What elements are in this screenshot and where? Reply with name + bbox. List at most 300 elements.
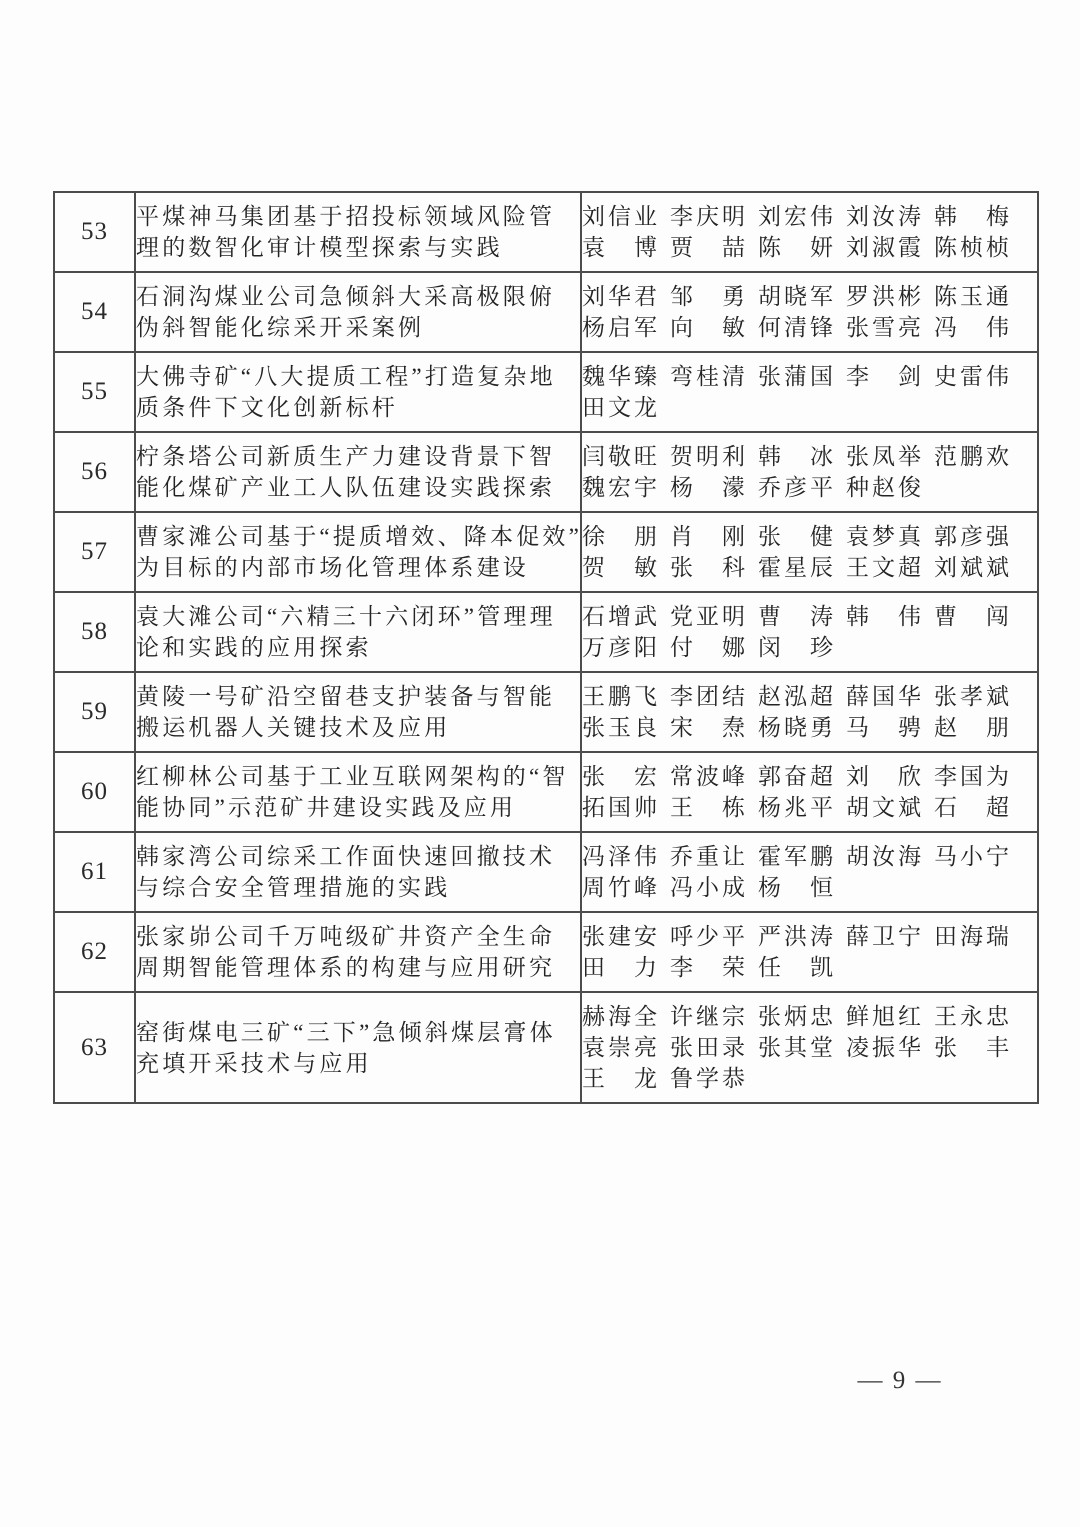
author-name xyxy=(670,761,745,792)
author-name xyxy=(582,472,657,503)
author-name-char: 张 xyxy=(758,524,781,549)
author-name-char: 李 xyxy=(670,204,693,229)
author-name-char: 徐 xyxy=(582,524,605,549)
author-name xyxy=(670,872,745,903)
row-number: 57 xyxy=(54,512,135,592)
author-name-char: 军 xyxy=(634,315,657,340)
author-name xyxy=(758,841,833,872)
author-name xyxy=(934,841,1009,872)
author-name-char: 任 xyxy=(758,955,781,980)
author-name-char: 张 xyxy=(582,764,605,789)
author-name-char: 薛 xyxy=(846,924,869,949)
author-name-char: 华 xyxy=(608,284,631,309)
author-name xyxy=(934,1032,1009,1063)
author-name xyxy=(846,1001,921,1032)
author-name-char: 宏 xyxy=(634,764,657,789)
author-name-char: 超 xyxy=(898,555,921,580)
author-name-char: 霍 xyxy=(758,844,781,869)
author-name-char: 欣 xyxy=(898,764,921,789)
author-name-char: 恒 xyxy=(810,875,833,900)
author-name-char: 旭 xyxy=(872,1004,895,1029)
author-name-char: 张 xyxy=(758,364,781,389)
row-number: 54 xyxy=(54,272,135,352)
author-name-char: 旺 xyxy=(634,444,657,469)
author-name-char: 石 xyxy=(934,795,957,820)
title-line: 质条件下文化创新标杆 xyxy=(136,395,398,420)
author-name xyxy=(670,841,745,872)
author-name-char: 桢 xyxy=(986,235,1009,260)
author-name-char: 华 xyxy=(898,684,921,709)
title-line: 论和实践的应用探索 xyxy=(136,635,372,660)
author-name-char: 学 xyxy=(696,1066,719,1091)
author-name-char: 刘 xyxy=(582,204,605,229)
author-name-char: 卫 xyxy=(872,924,895,949)
author-name-char: 宋 xyxy=(670,715,693,740)
author-name xyxy=(582,872,657,903)
author-name xyxy=(758,281,833,312)
author-name-char: 红 xyxy=(898,1004,921,1029)
author-name-char: 种 xyxy=(846,475,869,500)
author-name-char: 博 xyxy=(634,235,657,260)
author-name-char: 桂 xyxy=(696,364,719,389)
author-name-char: 雪 xyxy=(872,315,895,340)
author-name-char: 淑 xyxy=(872,235,895,260)
author-name xyxy=(846,1032,921,1063)
author-name-char: 小 xyxy=(696,875,719,900)
author-name xyxy=(934,792,1009,823)
author-name-char: 张 xyxy=(934,1035,957,1060)
author-name-char: 桢 xyxy=(960,235,983,260)
author-name-char: 敏 xyxy=(634,555,657,580)
author-name-char: 王 xyxy=(582,684,605,709)
author-name-char: 贾 xyxy=(670,235,693,260)
author-name xyxy=(934,681,1009,712)
author-name xyxy=(582,232,657,263)
author-name-char: 赵 xyxy=(872,475,895,500)
author-name-char: 刘 xyxy=(934,555,957,580)
author-name-char: 田 xyxy=(934,924,957,949)
author-name-char: 忠 xyxy=(986,1004,1009,1029)
author-name xyxy=(670,1001,745,1032)
author-name-char: 良 xyxy=(634,715,657,740)
author-line xyxy=(582,232,1037,263)
title-line: 能化煤矿产业工人队伍建设实践探索 xyxy=(136,475,556,500)
author-name-char: 梅 xyxy=(986,204,1009,229)
title-line: 周期智能管理体系的构建与应用研究 xyxy=(136,955,556,980)
project-title-cell xyxy=(135,192,581,272)
author-name-char: 奋 xyxy=(784,764,807,789)
author-name-char: 敏 xyxy=(722,315,745,340)
author-name-char: 田 xyxy=(582,955,605,980)
author-name-char: 兆 xyxy=(784,795,807,820)
author-name xyxy=(582,761,657,792)
author-name-char: 晓 xyxy=(784,715,807,740)
author-name-char: 郭 xyxy=(758,764,781,789)
author-name-char: 让 xyxy=(722,844,745,869)
author-name-char: 李 xyxy=(934,764,957,789)
project-title-cell xyxy=(135,992,581,1103)
author-name-char: 小 xyxy=(960,844,983,869)
author-name-char: 胡 xyxy=(758,284,781,309)
author-name-char: 邹 xyxy=(670,284,693,309)
author-name-char: 珍 xyxy=(810,635,833,660)
author-name-char: 涛 xyxy=(898,204,921,229)
author-name-char: 蒲 xyxy=(784,364,807,389)
author-line xyxy=(582,632,1037,663)
author-name xyxy=(846,201,921,232)
author-name-char: 冯 xyxy=(934,315,957,340)
author-name xyxy=(934,601,1009,632)
author-name-char: 赫 xyxy=(582,1004,605,1029)
title-line: 大佛寺矿“八大提质工程”打造复杂地 xyxy=(136,364,556,389)
author-name-char: 星 xyxy=(784,555,807,580)
author-name-char: 崇 xyxy=(608,1035,631,1060)
project-title-cell xyxy=(135,592,581,672)
table-row xyxy=(54,352,1038,432)
author-name-char: 张 xyxy=(582,715,605,740)
author-name-char: 文 xyxy=(872,555,895,580)
author-name-char: 喆 xyxy=(722,235,745,260)
author-name-char: 万 xyxy=(582,635,605,660)
title-line: 石洞沟煤业公司急倾斜大采高极限俯 xyxy=(136,284,556,309)
author-name xyxy=(670,312,745,343)
author-name-char: 郭 xyxy=(934,524,957,549)
author-line xyxy=(582,712,1037,743)
author-name-char: 勇 xyxy=(810,715,833,740)
row-number: 56 xyxy=(54,432,135,512)
author-line xyxy=(582,872,1037,903)
author-name-char: 呼 xyxy=(670,924,693,949)
author-names-cell xyxy=(581,752,1038,832)
author-name xyxy=(846,441,921,472)
author-name-char: 宁 xyxy=(986,844,1009,869)
author-name-char: 洪 xyxy=(872,284,895,309)
author-name-char: 肖 xyxy=(670,524,693,549)
table-row xyxy=(54,992,1038,1103)
author-name-char: 闫 xyxy=(582,444,605,469)
author-name-char: 罗 xyxy=(846,284,869,309)
author-name xyxy=(846,281,921,312)
author-name-char: 范 xyxy=(934,444,957,469)
row-number: 53 xyxy=(54,192,135,272)
author-name-char: 梦 xyxy=(872,524,895,549)
author-name-char: 明 xyxy=(722,604,745,629)
author-name-char: 张 xyxy=(670,1035,693,1060)
author-name xyxy=(582,1001,657,1032)
author-name-char: 信 xyxy=(608,204,631,229)
author-name-char: 明 xyxy=(722,204,745,229)
author-names-cell xyxy=(581,512,1038,592)
author-name-char: 涛 xyxy=(810,924,833,949)
author-line xyxy=(582,921,1037,952)
author-name-char: 勇 xyxy=(722,284,745,309)
author-name-char: 贺 xyxy=(670,444,693,469)
author-name-char: 国 xyxy=(608,795,631,820)
author-name-char: 汝 xyxy=(872,844,895,869)
author-name-char: 国 xyxy=(810,364,833,389)
author-name-char: 斌 xyxy=(898,795,921,820)
author-line xyxy=(582,392,1037,423)
author-name-char: 其 xyxy=(784,1035,807,1060)
author-name-char: 彦 xyxy=(784,475,807,500)
table-row xyxy=(54,672,1038,752)
author-name-char: 超 xyxy=(810,764,833,789)
author-name-char: 荣 xyxy=(722,955,745,980)
author-name-char: 文 xyxy=(872,795,895,820)
author-line xyxy=(582,281,1037,312)
table-row xyxy=(54,912,1038,992)
author-name-char: 雷 xyxy=(960,364,983,389)
author-name-char: 向 xyxy=(670,315,693,340)
author-name xyxy=(670,792,745,823)
author-name xyxy=(670,1063,745,1094)
title-line: 为目标的内部市场化管理体系建设 xyxy=(136,555,529,580)
author-name-char: 剑 xyxy=(898,364,921,389)
author-name xyxy=(582,312,657,343)
author-name xyxy=(934,1001,1009,1032)
author-name-char: 丰 xyxy=(986,1035,1009,1060)
author-name-char: 飞 xyxy=(634,684,657,709)
author-name-char: 袁 xyxy=(846,524,869,549)
title-line: 袁大滩公司“六精三十六闭环”管理理 xyxy=(136,604,556,629)
project-title-cell xyxy=(135,832,581,912)
author-name xyxy=(582,441,657,472)
author-name-char: 军 xyxy=(810,284,833,309)
author-name xyxy=(582,712,657,743)
author-name-char: 玉 xyxy=(608,715,631,740)
author-name-char: 清 xyxy=(722,364,745,389)
author-name-char: 科 xyxy=(722,555,745,580)
author-name-char: 张 xyxy=(670,555,693,580)
author-name-char: 举 xyxy=(898,444,921,469)
author-name-char: 濛 xyxy=(722,475,745,500)
author-name xyxy=(934,521,1009,552)
author-name-char: 陈 xyxy=(934,235,957,260)
author-name xyxy=(758,201,833,232)
author-name xyxy=(670,472,745,503)
author-name-char: 亮 xyxy=(898,315,921,340)
author-name-char: 弯 xyxy=(670,364,693,389)
author-name-char: 为 xyxy=(986,764,1009,789)
author-name xyxy=(758,872,833,903)
author-line xyxy=(582,521,1037,552)
title-line: 与综合安全管理措施的实践 xyxy=(136,875,451,900)
author-name xyxy=(934,361,1009,392)
title-line: 张家峁公司千万吨级矿井资产全生命 xyxy=(136,924,556,949)
author-name-char: 安 xyxy=(634,924,657,949)
author-name-char: 许 xyxy=(670,1004,693,1029)
author-name-char: 通 xyxy=(986,284,1009,309)
author-name-char: 强 xyxy=(986,524,1009,549)
author-name xyxy=(670,712,745,743)
author-name-char: 孝 xyxy=(960,684,983,709)
author-line xyxy=(582,601,1037,632)
author-name-char: 杨 xyxy=(758,875,781,900)
author-name-char: 华 xyxy=(608,364,631,389)
author-name-char: 龙 xyxy=(634,395,657,420)
author-name-char: 瑞 xyxy=(986,924,1009,949)
row-number: 61 xyxy=(54,832,135,912)
author-name-char: 李 xyxy=(670,684,693,709)
author-name-char: 健 xyxy=(810,524,833,549)
author-name-char: 庆 xyxy=(696,204,719,229)
author-name-char: 冰 xyxy=(810,444,833,469)
author-line xyxy=(582,681,1037,712)
author-name-char: 继 xyxy=(696,1004,719,1029)
author-name-char: 堂 xyxy=(810,1035,833,1060)
author-name xyxy=(582,952,657,983)
author-name-char: 泽 xyxy=(608,844,631,869)
author-names-cell xyxy=(581,432,1038,512)
author-name-char: 彦 xyxy=(608,635,631,660)
author-name xyxy=(758,632,833,663)
author-name-char: 陈 xyxy=(934,284,957,309)
author-names-cell xyxy=(581,192,1038,272)
author-name-char: 田 xyxy=(582,395,605,420)
author-name-char: 忠 xyxy=(810,1004,833,1029)
author-name xyxy=(758,921,833,952)
author-name xyxy=(758,1032,833,1063)
row-number: 58 xyxy=(54,592,135,672)
author-name xyxy=(934,232,1009,263)
author-name-char: 韩 xyxy=(758,444,781,469)
table-row xyxy=(54,192,1038,272)
author-name-char: 海 xyxy=(898,844,921,869)
author-line xyxy=(582,472,1037,503)
author-name xyxy=(758,552,833,583)
author-name-char: 建 xyxy=(608,924,631,949)
author-name-char: 峰 xyxy=(634,875,657,900)
author-name-char: 闯 xyxy=(986,604,1009,629)
author-name-char: 业 xyxy=(634,204,657,229)
author-name-char: 朋 xyxy=(986,715,1009,740)
author-name xyxy=(758,712,833,743)
author-name-char: 波 xyxy=(696,764,719,789)
author-name-char: 王 xyxy=(934,1004,957,1029)
row-number: 60 xyxy=(54,752,135,832)
author-name-char: 成 xyxy=(722,875,745,900)
author-name-char: 田 xyxy=(696,1035,719,1060)
title-line: 能协同”示范矿井建设实践及应用 xyxy=(136,795,517,820)
author-name-char: 赵 xyxy=(758,684,781,709)
author-line xyxy=(582,792,1037,823)
author-name xyxy=(846,361,921,392)
author-name-char: 魏 xyxy=(582,364,605,389)
author-name-char: 宗 xyxy=(722,1004,745,1029)
author-name xyxy=(846,792,921,823)
author-name xyxy=(670,361,745,392)
title-line: 搬运机器人关键技术及应用 xyxy=(136,715,451,740)
table-row xyxy=(54,832,1038,912)
author-name-char: 马 xyxy=(934,844,957,869)
author-name xyxy=(582,521,657,552)
author-name-char: 骋 xyxy=(898,715,921,740)
author-name-char: 魏 xyxy=(582,475,605,500)
author-name xyxy=(582,361,657,392)
author-name xyxy=(846,232,921,263)
author-name-char: 焘 xyxy=(722,715,745,740)
row-number: 62 xyxy=(54,912,135,992)
author-name-char: 泓 xyxy=(784,684,807,709)
author-names-cell xyxy=(581,352,1038,432)
author-name-char: 文 xyxy=(608,395,631,420)
author-name xyxy=(582,281,657,312)
author-name xyxy=(670,681,745,712)
author-name-char: 鹏 xyxy=(810,844,833,869)
author-name-char: 袁 xyxy=(582,235,605,260)
author-name-char: 宁 xyxy=(898,924,921,949)
author-name xyxy=(670,921,745,952)
author-name-char: 党 xyxy=(670,604,693,629)
author-name-char: 胡 xyxy=(846,844,869,869)
author-name-char: 伟 xyxy=(986,364,1009,389)
author-name xyxy=(934,201,1009,232)
author-name-char: 杨 xyxy=(670,475,693,500)
table-row xyxy=(54,272,1038,352)
author-name-char: 鲁 xyxy=(670,1066,693,1091)
author-name xyxy=(846,552,921,583)
author-name-char: 亮 xyxy=(634,1035,657,1060)
author-line xyxy=(582,841,1037,872)
author-name xyxy=(670,281,745,312)
author-name-char: 俊 xyxy=(898,475,921,500)
project-title-cell xyxy=(135,272,581,352)
title-line: 充填开采技术与应用 xyxy=(136,1050,372,1076)
author-name-char: 曹 xyxy=(934,604,957,629)
author-name-char: 严 xyxy=(758,924,781,949)
author-name-char: 刘 xyxy=(846,764,869,789)
author-name-char: 平 xyxy=(722,924,745,949)
author-name-char: 杨 xyxy=(582,315,605,340)
author-name-char: 斌 xyxy=(986,555,1009,580)
author-name xyxy=(934,441,1009,472)
author-name xyxy=(758,601,833,632)
author-name xyxy=(670,952,745,983)
author-name xyxy=(846,681,921,712)
project-title-cell xyxy=(135,432,581,512)
table-row xyxy=(54,512,1038,592)
author-name-char: 玉 xyxy=(960,284,983,309)
title-line: 平煤神马集团基于招投标领域风险管 xyxy=(136,204,556,229)
author-name xyxy=(934,312,1009,343)
author-name-char: 冯 xyxy=(582,844,605,869)
author-name-char: 袁 xyxy=(582,1035,605,1060)
title-line: 伪斜智能化综采开采案例 xyxy=(136,315,425,340)
author-name xyxy=(670,441,745,472)
author-name-char: 辰 xyxy=(810,555,833,580)
author-name-char: 真 xyxy=(898,524,921,549)
author-name-char: 录 xyxy=(722,1035,745,1060)
author-name-char: 结 xyxy=(722,684,745,709)
author-name-char: 张 xyxy=(846,315,869,340)
author-name xyxy=(582,1063,657,1094)
author-names-cell xyxy=(581,992,1038,1103)
author-line xyxy=(582,1063,1037,1094)
author-names-cell xyxy=(581,592,1038,672)
author-name-char: 振 xyxy=(872,1035,895,1060)
author-names-cell xyxy=(581,912,1038,992)
author-name-char: 张 xyxy=(846,444,869,469)
author-name-char: 欢 xyxy=(986,444,1009,469)
author-name-char: 刘 xyxy=(846,204,869,229)
author-name xyxy=(670,632,745,663)
project-title-cell xyxy=(135,912,581,992)
row-number: 59 xyxy=(54,672,135,752)
author-name-char: 伟 xyxy=(986,315,1009,340)
author-name-char: 乔 xyxy=(758,475,781,500)
author-name-char: 竹 xyxy=(608,875,631,900)
author-name xyxy=(582,1032,657,1063)
